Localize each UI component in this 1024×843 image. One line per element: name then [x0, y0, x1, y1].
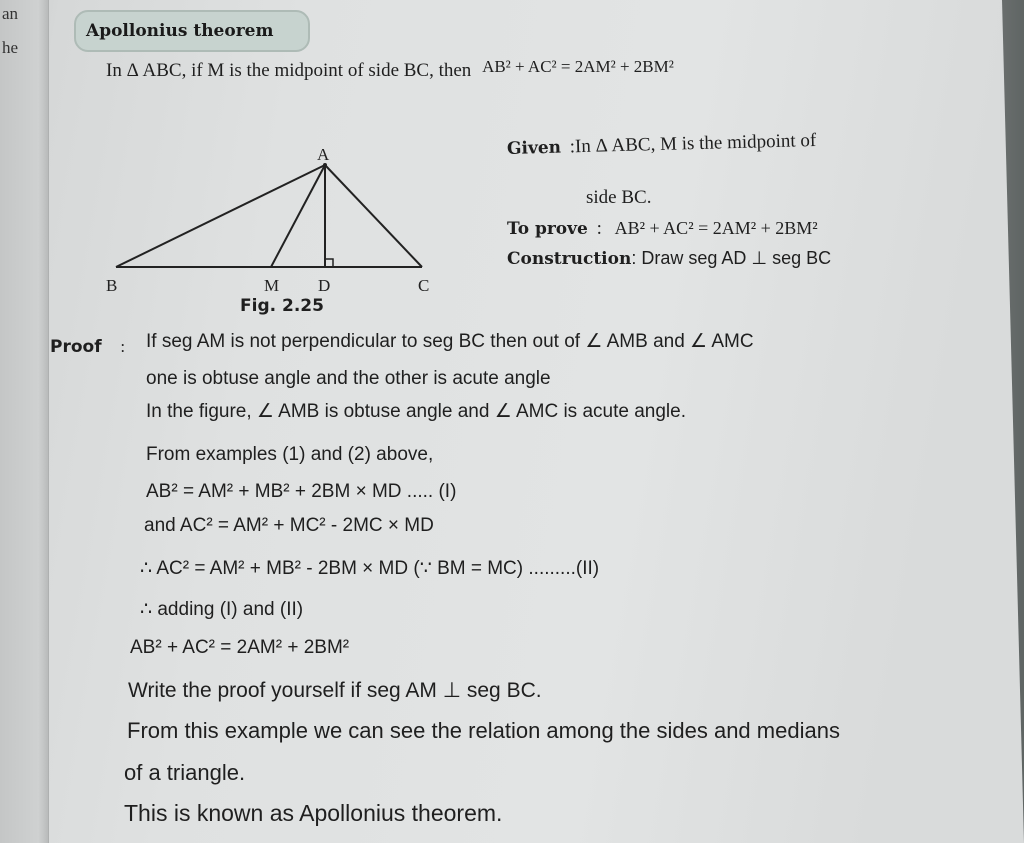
vertex-label-b: B [106, 276, 118, 295]
to-prove-formula: AB² + AC² = 2AM² + 2BM² [614, 218, 818, 238]
proof-line-9: AB² + AC² = 2AM² + 2BM² [130, 637, 350, 658]
construction-label: Construction [507, 249, 632, 269]
proof-line-8: ∴ adding (I) and (II) [140, 599, 304, 620]
given-block [507, 130, 817, 160]
statement-formula: AB² + AC² = 2AM² + 2BM² [482, 57, 674, 76]
figure-caption: Fig. 2.25 [240, 296, 324, 316]
proof-label: Proof [50, 337, 102, 357]
proof-line-4: From examples (1) and (2) above, [146, 444, 434, 465]
to-prove-label: To prove [507, 219, 588, 239]
theorem-statement [106, 57, 674, 82]
conclusion-line-2: of a triangle. [124, 760, 246, 785]
proof-line-5: AB² = AM² + MB² + 2BM × MD ..... (I) [146, 481, 457, 502]
conclusion-line-1: From this example we can see the relation among the sides and medians [127, 718, 840, 743]
proof-line-1: If seg AM is not perpendicular to seg BC then out of ∠ AMB and ∠ AMC [146, 331, 754, 352]
previous-page-edge [0, 0, 49, 843]
vertex-label-d: D [318, 276, 331, 295]
given-label: Given [506, 137, 562, 159]
section-title-box [74, 10, 310, 52]
vertex-label-a: A [317, 145, 330, 164]
given-text-line2: side BC. [586, 187, 652, 208]
prev-page-fragment: an [2, 4, 19, 23]
book-edge [984, 0, 1024, 843]
proof-line-6: and AC² = AM² + MC² - 2MC × MD [144, 515, 434, 536]
to-prove-block [507, 218, 818, 240]
construction-block [507, 248, 831, 270]
conclusion-line-3: This is known as Apollonius theorem. [124, 800, 503, 826]
prev-page-fragment: he [2, 38, 19, 57]
to-prove-sep: : [596, 218, 602, 239]
proof-sep: : [120, 337, 126, 356]
proof-line-7: ∴ AC² = AM² + MB² - 2BM × MD (∵ BM = MC) .........(II) [140, 558, 600, 579]
statement-intro: In Δ ABC, if M is the midpoint of side BC, then [106, 60, 472, 81]
proof-line-2: one is obtuse angle and the other is acute angle [146, 368, 551, 389]
given-text: :In Δ ABC, M is the midpoint of [569, 129, 817, 158]
construction-text: : Draw seg AD ⊥ seg BC [631, 248, 832, 268]
vertex-label-c: C [418, 276, 430, 295]
proof-line-10: Write the proof yourself if seg AM ⊥ seg BC. [128, 679, 542, 702]
section-title: Apollonius theorem [86, 21, 274, 41]
vertex-label-m: M [264, 276, 280, 295]
proof-line-3: In the figure, ∠ AMB is obtuse angle and ∠ AMC is acute angle. [146, 401, 686, 422]
proof-label-block [50, 336, 125, 358]
triangle-diagram [100, 140, 450, 300]
